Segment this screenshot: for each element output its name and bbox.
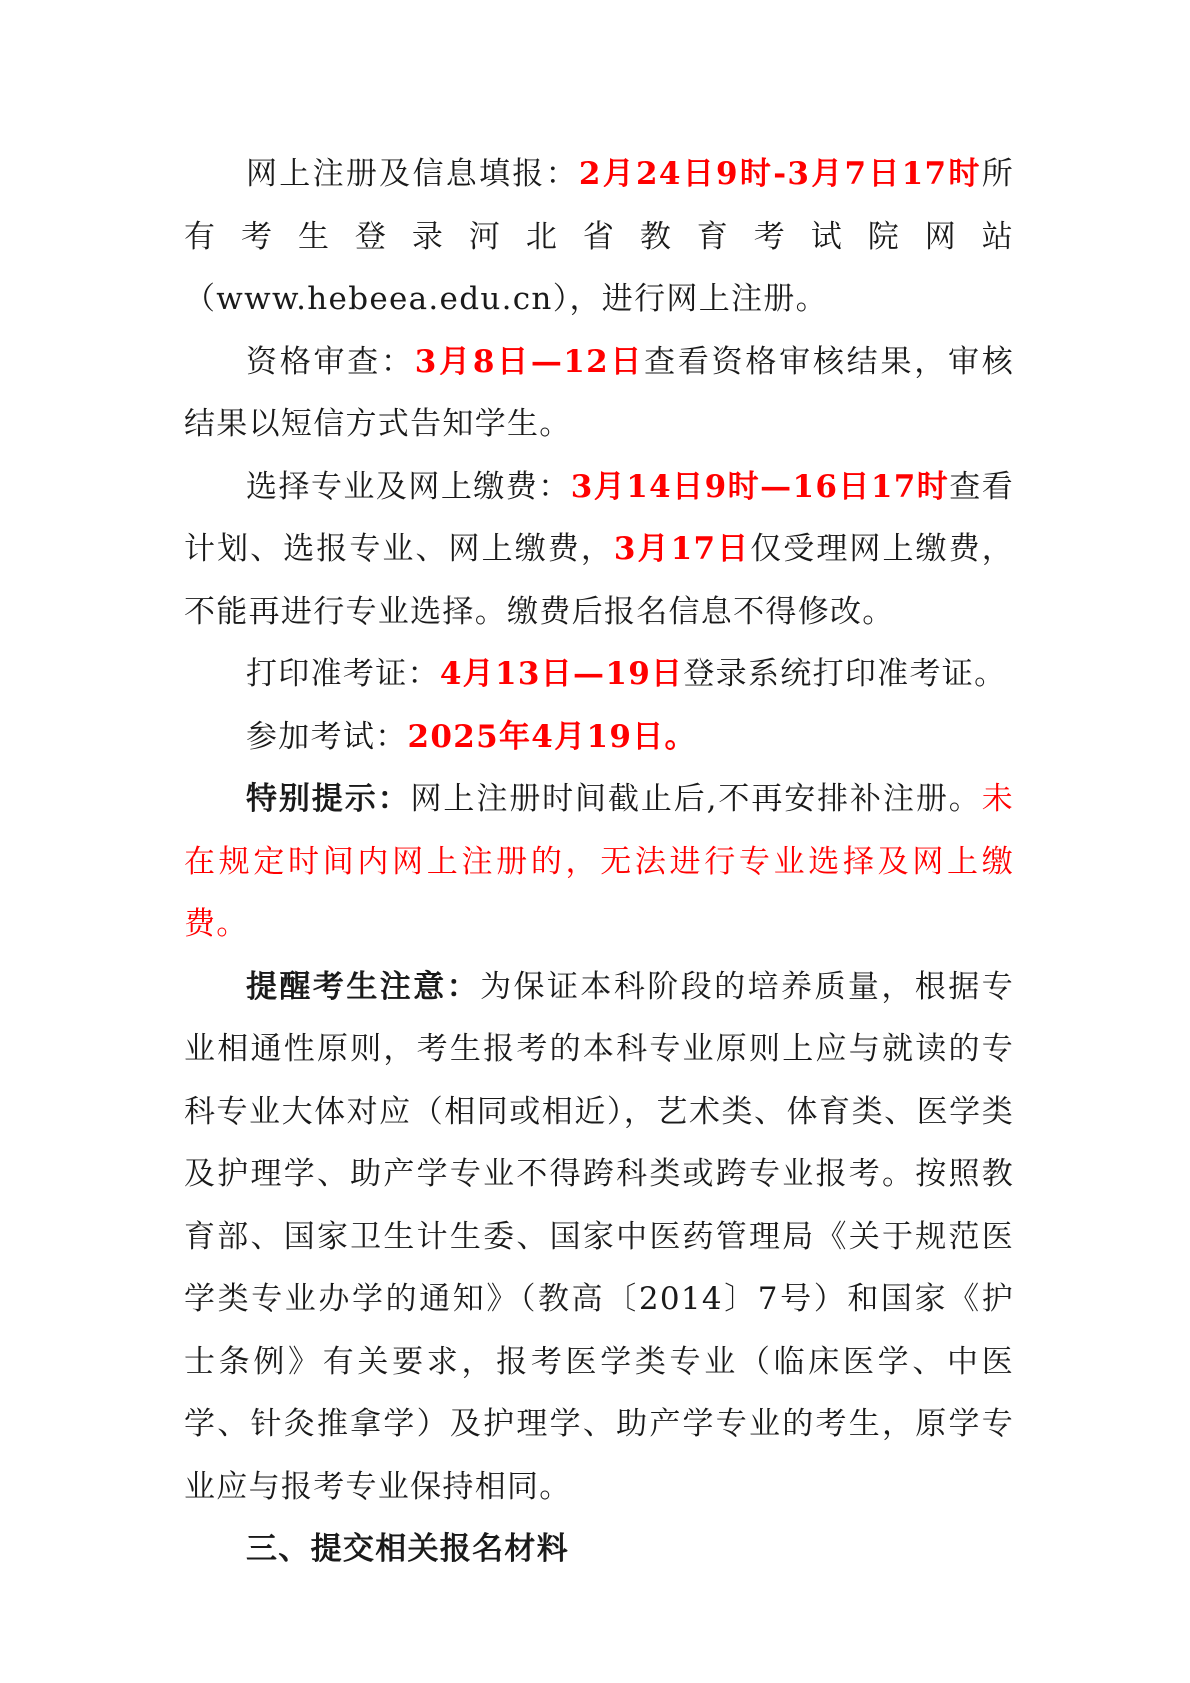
major-payment-paragraph: [184, 456, 1014, 644]
exam-date: 2025年4月19日。: [407, 718, 697, 755]
qualification-label: 资格审查：: [246, 343, 415, 380]
section-heading: 三、提交相关报名材料: [246, 1531, 569, 1567]
special-note-paragraph: [184, 768, 1014, 956]
reminder-paragraph: [184, 956, 1014, 1519]
registration-date: 2月24日9时-3月7日17时: [578, 156, 982, 192]
admission-ticket-label: 打印准考证：: [246, 656, 440, 692]
qualification-date: 3月8日—12日: [414, 343, 645, 380]
major-payment-label: 选择专业及网上缴费：: [246, 468, 571, 505]
admission-ticket-text: 登录系统打印准考证。: [683, 656, 1007, 692]
exam-label: 参加考试：: [246, 718, 408, 755]
qualification-paragraph: [184, 331, 1014, 456]
special-note-text: 网上注册时间截止后,不再安排补注册。: [410, 781, 982, 817]
major-payment-date-2: 3月17日: [613, 531, 751, 567]
exam-paragraph: [184, 706, 1014, 769]
qualification-text: 查看资格审核结果，审核结果以短信方式告知学生。: [184, 343, 1014, 442]
admission-ticket-paragraph: [184, 643, 1014, 706]
admission-ticket-date: 4月13日—19日: [439, 656, 684, 692]
major-payment-text-1: 查看计划、选报专业、网上缴费，: [184, 468, 1014, 567]
reminder-text: 为保证本科阶段的培养质量，根据专业相通性原则，考生报考的本科专业原则上应与就读的专科专业大体对应（相同或相近），艺术类、体育类、医学类及护理学、助产学专业不得跨科类或跨专业报考。按照教育部、国家卫生计生委、国家中医药管理局《关于规范医学类专业办学的通知》（教高〔2014〕7号）和国家《护士条例》有关要求，报考医学类专业（临床医学、中医学、针灸推拿学）及护理学、助产学专业的考生，原学专业应与报考专业保持相同。: [184, 968, 1014, 1505]
reminder-label: 提醒考生注意：: [246, 968, 481, 1005]
special-note-label: 特别提示：: [246, 781, 411, 817]
registration-paragraph: [184, 143, 1014, 331]
registration-text: 所有考生登录河北省教育考试院网站（www.hebeea.edu.cn），进行网上注册。: [184, 156, 1014, 317]
major-payment-date: 3月14日9时—16日17时: [570, 468, 950, 505]
major-payment-text-2: 仅受理网上缴费，不能再进行专业选择。缴费后报名信息不得修改。: [184, 531, 1014, 630]
special-note-warning: 未在规定时间内网上注册的，无法进行专业选择及网上缴费。: [184, 781, 1014, 942]
registration-label: 网上注册及信息填报：: [246, 156, 579, 192]
document-body: [184, 143, 1014, 1581]
